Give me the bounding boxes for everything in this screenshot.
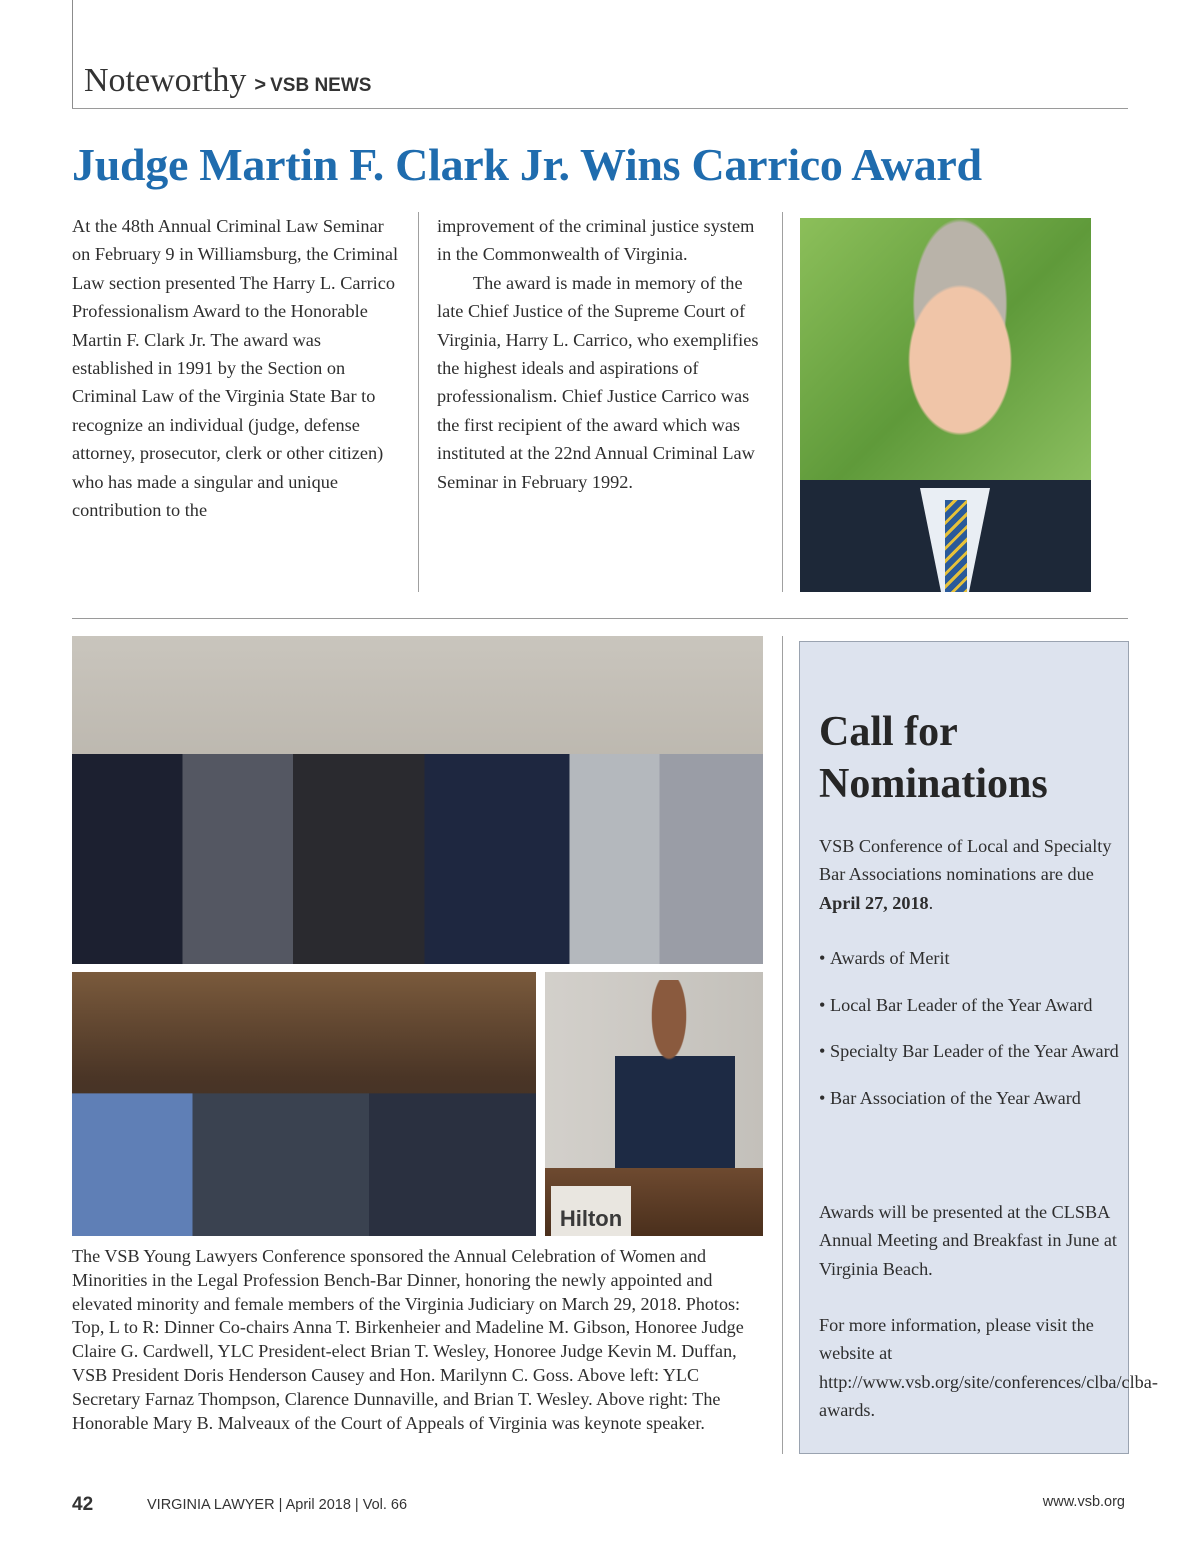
portrait-tie bbox=[945, 500, 967, 592]
award-list bbox=[819, 944, 1119, 1131]
hilton-logo: Hilton bbox=[551, 1186, 631, 1236]
section-separator: > bbox=[254, 74, 267, 96]
header-left-rule bbox=[72, 0, 73, 108]
nominations-sidebar bbox=[799, 641, 1158, 1454]
article-paragraph: At the 48th Annual Criminal Law Seminar on February 9 in Williamsburg, the Criminal Law section presented The Harry L. Carrico Professionalism Award to the Honorable Martin F. Clark Jr. The award was established in 1991 by the Section on Criminal Law of the Virginia State Bar to recognize an individual (judge, defense attorney, prosecutor, clerk or other citizen) who has made a singular and unique contribution to the bbox=[72, 216, 399, 521]
sidebar-intro bbox=[819, 832, 1119, 917]
bullet-icon: • bbox=[819, 1041, 826, 1062]
column-divider bbox=[782, 636, 783, 1454]
award-name: Specialty Bar Leader of the Year Award bbox=[830, 1041, 1119, 1062]
sidebar-title-line: Nominations bbox=[819, 761, 1048, 807]
sidebar-due-date: April 27, 2018 bbox=[819, 892, 929, 913]
bullet-icon: • bbox=[819, 948, 826, 968]
group-photo-people bbox=[72, 664, 763, 964]
sidebar-more-info: For more information, please visit the website at http://www.vsb.org/site/conferences/clba/clba-awards. bbox=[819, 1315, 1158, 1420]
event-photo-people bbox=[72, 1006, 536, 1236]
sidebar-closing: Awards will be presented at the CLSBA Annual Meeting and Breakfast in June at Virginia Beach. bbox=[819, 1202, 1117, 1279]
bullet-icon: • bbox=[819, 994, 826, 1015]
footer-url: www.vsb.org bbox=[1042, 1494, 1125, 1510]
award-list-item bbox=[819, 1037, 1119, 1065]
award-list-item bbox=[819, 944, 1119, 972]
article-paragraph: The award is made in memory of the late Chief Justice of the Supreme Court of Virginia, Harry L. Carrico, who exemplifies the highest ideals and aspirations of professionalism. Chief Justice Carrico was the first recipient of the award which was instituted at the 22nd Annual Criminal Law Seminar in February 1992. bbox=[437, 272, 759, 492]
section-header bbox=[84, 62, 371, 102]
article-column-1 bbox=[72, 212, 406, 524]
article-headline: Judge Martin F. Clark Jr. Wins Carrico Award bbox=[72, 139, 982, 190]
bullet-icon: • bbox=[819, 1088, 826, 1109]
event-photo-left bbox=[72, 972, 536, 1236]
portrait-photo bbox=[800, 218, 1091, 592]
page-number: 42 bbox=[72, 1494, 94, 1515]
award-list-item bbox=[819, 1084, 1119, 1112]
keynote-photo bbox=[545, 972, 763, 1236]
sidebar-intro-text: VSB Conference of Local and Specialty Bar Associations nominations are due bbox=[819, 836, 1112, 885]
award-name: Bar Association of the Year Award bbox=[830, 1088, 1081, 1109]
sidebar-title-line: Call for bbox=[819, 709, 958, 755]
article-column-2 bbox=[437, 212, 771, 496]
column-divider bbox=[782, 212, 783, 592]
photo-caption: The VSB Young Lawyers Conference sponsored the Annual Celebration of Women and Minorities in the Legal Profession Bench-Bar Dinner, honoring the newly appointed and elevated minority and female members of the Virginia Judiciary on March 29, 2018. Photos: Top, L to R: Dinner Co-chairs Anna T. Birkenheier and Madeline M. Gibson, Honoree Judge Claire G. Cardwell, YLC President-elect Brian T. Wesley, Honoree Judge Kevin M. Duffan, VSB President Doris Henderson Causey and Hon. Marilynn C. Goss. Above left: YLC Secretary Farnaz Thompson, Clarence Dunnaville, and Brian T. Wesley. Above right: The Honorable Mary B. Malveaux of the Court of Appeals of Virginia was keynote speaker. bbox=[72, 1246, 744, 1433]
award-name: Awards of Merit bbox=[830, 948, 950, 968]
section-name: Noteworthy bbox=[84, 62, 247, 99]
keynote-speaker bbox=[615, 980, 735, 1180]
sidebar-intro-end: . bbox=[928, 892, 934, 913]
header-rule bbox=[72, 108, 1128, 109]
column-divider bbox=[418, 212, 419, 592]
award-name: Local Bar Leader of the Year Award bbox=[830, 994, 1093, 1015]
article-paragraph: improvement of the criminal justice system in the Commonwealth of Virginia. bbox=[437, 216, 755, 265]
magazine-info: VIRGINIA LAWYER | April 2018 | Vol. 66 bbox=[147, 1497, 408, 1513]
section-rule bbox=[72, 618, 1128, 619]
group-photo bbox=[72, 636, 763, 964]
award-list-item bbox=[819, 991, 1119, 1019]
subsection-name: VSB NEWS bbox=[270, 75, 372, 96]
sidebar-title bbox=[819, 706, 1048, 810]
